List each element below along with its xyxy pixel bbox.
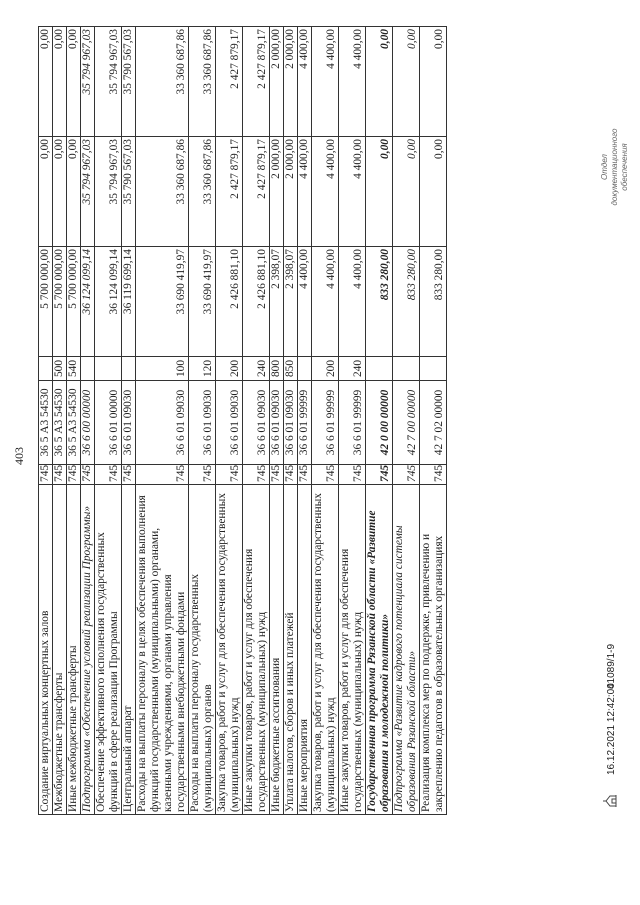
row-value-2: 35 790 567,03: [122, 137, 136, 247]
row-name: Иные закупки товаров, работ и услуг для обеспечения государственных (муниципальных) нужд: [243, 485, 270, 815]
row-grbs: 745: [122, 465, 136, 485]
row-csr: 36 6 01 00000: [95, 381, 122, 465]
row-grbs: 745: [95, 465, 122, 485]
row-csr: 36 6 01 09030: [136, 381, 189, 465]
row-name: Расходы на выплаты персоналу государственных (муниципальных) органов: [189, 485, 216, 815]
row-grbs: 745: [39, 465, 53, 485]
row-vr: 500: [53, 357, 67, 381]
row-value-1: 2 426 881,10: [243, 247, 270, 357]
table-row: [67, 27, 81, 815]
row-csr: 36 6 01 99999: [298, 381, 312, 465]
emblem-icon: [602, 793, 618, 809]
row-value-3: 2 427 879,17: [243, 27, 270, 137]
row-csr: 36 6 01 99999: [312, 381, 339, 465]
row-name: Государственная программа Рязанской области «Развитие образования и молодежной политики»: [366, 485, 393, 815]
row-value-2: 33 360 687,86: [189, 137, 216, 247]
row-value-2: 4 400,00: [339, 137, 366, 247]
row-value-1: 36 124 099,14: [95, 247, 122, 357]
row-vr: [95, 357, 122, 381]
row-csr: 36 6 01 09030: [270, 381, 284, 465]
row-vr: [81, 357, 95, 381]
table-row: [420, 27, 447, 815]
row-name: Расходы на выплаты персоналу в целях обеспечения выполнения функций государственными (муниципальными) органами, казенными учреждениями, органами управления государственными внебюджетными фондами: [136, 485, 189, 815]
row-value-2: 2 427 879,17: [243, 137, 270, 247]
row-value-1: 4 400,00: [339, 247, 366, 357]
row-grbs: 745: [393, 465, 420, 485]
row-name: Иные межбюджетные трансферты: [67, 485, 81, 815]
row-value-1: 4 400,00: [312, 247, 339, 357]
table-row: [298, 27, 312, 815]
row-csr: 42 0 00 00000: [366, 381, 393, 465]
row-value-1: 33 690 419,97: [136, 247, 189, 357]
row-grbs: 745: [53, 465, 67, 485]
row-vr: [122, 357, 136, 381]
row-grbs: 745: [136, 465, 189, 485]
table-row: [216, 27, 243, 815]
footer: [600, 9, 629, 809]
row-vr: 100: [136, 357, 189, 381]
table-row: [122, 27, 136, 815]
row-value-3: 33 360 687,86: [136, 27, 189, 137]
row-grbs: 745: [81, 465, 95, 485]
row-value-3: 35 790 567,03: [122, 27, 136, 137]
row-name: Реализация комплекса мер по поддержке, привлечению и закреплению педагогов в образовательных организациях: [420, 485, 447, 815]
row-grbs: 745: [243, 465, 270, 485]
footer-datetime: 16.12.2021 12:42:00: [606, 683, 617, 775]
table-row: [339, 27, 366, 815]
row-value-1: 36 119 699,14: [122, 247, 136, 357]
row-value-3: 2 000,00: [284, 27, 298, 137]
budget-table: [38, 26, 447, 815]
row-vr: 200: [312, 357, 339, 381]
row-csr: 36 5 А3 54530: [39, 381, 53, 465]
row-grbs: 745: [189, 465, 216, 485]
row-value-2: 35 794 967,03: [81, 137, 95, 247]
row-name: Иные закупки товаров, работ и услуг для обеспечения государственных (муниципальных) нужд: [339, 485, 366, 815]
row-csr: 36 6 01 09030: [216, 381, 243, 465]
row-value-2: 4 400,00: [312, 137, 339, 247]
row-grbs: 745: [298, 465, 312, 485]
row-value-3: 35 794 967,03: [95, 27, 122, 137]
row-grbs: 745: [216, 465, 243, 485]
row-value-3: 4 400,00: [312, 27, 339, 137]
row-value-1: 5 700 000,00: [53, 247, 67, 357]
row-grbs: 745: [67, 465, 81, 485]
row-value-3: 4 400,00: [298, 27, 312, 137]
row-vr: 240: [339, 357, 366, 381]
row-value-1: 833 280,00: [420, 247, 447, 357]
row-name: Подпрограмма «Обеспечение условий реализации Программы»: [81, 485, 95, 815]
table-row: [312, 27, 339, 815]
row-name: Центральный аппарат: [122, 485, 136, 815]
row-value-2: 2 000,00: [284, 137, 298, 247]
row-csr: 36 6 01 09030: [284, 381, 298, 465]
row-value-3: 0,00: [420, 27, 447, 137]
row-value-3: 33 360 687,86: [189, 27, 216, 137]
stamp: Отдел документационного обеспечения: [600, 128, 629, 206]
row-grbs: 745: [284, 465, 298, 485]
footer-doc-id: 41089/1-9: [606, 643, 617, 689]
row-value-1: 4 400,00: [298, 247, 312, 357]
row-vr: [298, 357, 312, 381]
row-name: Создание виртуальных концертных залов: [39, 485, 53, 815]
row-value-1: 2 426 881,10: [216, 247, 243, 357]
row-value-2: 2 427 879,17: [216, 137, 243, 247]
row-value-1: 833 280,00: [393, 247, 420, 357]
page-number: 403: [12, 447, 26, 465]
row-value-1: 36 124 099,14: [81, 247, 95, 357]
row-value-3: 0,00: [67, 27, 81, 137]
row-csr: 36 6 01 09030: [122, 381, 136, 465]
row-vr: 800: [270, 357, 284, 381]
table-body: [39, 27, 447, 815]
table-row: [53, 27, 67, 815]
table-row: [81, 27, 95, 815]
row-value-2: 33 360 687,86: [136, 137, 189, 247]
row-vr: 240: [243, 357, 270, 381]
row-csr: 36 5 А3 54530: [53, 381, 67, 465]
row-value-3: 0,00: [393, 27, 420, 137]
table-row: [270, 27, 284, 815]
row-vr: [366, 357, 393, 381]
row-vr: [393, 357, 420, 381]
row-vr: [420, 357, 447, 381]
row-value-2: 0,00: [393, 137, 420, 247]
row-value-3: 2 427 879,17: [216, 27, 243, 137]
row-value-1: 33 690 419,97: [189, 247, 216, 357]
table-row: [366, 27, 393, 815]
row-value-1: 5 700 000,00: [39, 247, 53, 357]
row-value-1: 5 700 000,00: [67, 247, 81, 357]
row-name: Иные мероприятия: [298, 485, 312, 815]
row-value-1: 2 398,07: [270, 247, 284, 357]
row-value-1: 2 398,07: [284, 247, 298, 357]
row-grbs: 745: [339, 465, 366, 485]
row-name: Уплата налогов, сборов и иных платежей: [284, 485, 298, 815]
row-csr: 36 6 01 99999: [339, 381, 366, 465]
row-vr: 200: [216, 357, 243, 381]
row-value-2: 0,00: [39, 137, 53, 247]
row-grbs: 745: [270, 465, 284, 485]
row-value-2: 2 000,00: [270, 137, 284, 247]
row-csr: 36 6 00 00000: [81, 381, 95, 465]
row-value-2: 0,00: [67, 137, 81, 247]
row-name: Обеспечение эффективного исполнения государственных функций в сфере реализации Программы: [95, 485, 122, 815]
row-value-3: 0,00: [366, 27, 393, 137]
row-vr: 120: [189, 357, 216, 381]
row-grbs: 745: [366, 465, 393, 485]
table-row: [39, 27, 53, 815]
row-csr: 36 5 А3 54530: [67, 381, 81, 465]
row-value-1: 833 280,00: [366, 247, 393, 357]
row-value-2: 0,00: [366, 137, 393, 247]
row-value-2: 0,00: [53, 137, 67, 247]
table-row: [95, 27, 122, 815]
row-csr: 42 7 02 00000: [420, 381, 447, 465]
row-vr: 540: [67, 357, 81, 381]
row-name: Межбюджетные трансферты: [53, 485, 67, 815]
row-grbs: 745: [420, 465, 447, 485]
row-grbs: 745: [312, 465, 339, 485]
row-name: Закупка товаров, работ и услуг для обеспечения государственных (муниципальных) нужд: [312, 485, 339, 815]
row-value-3: 0,00: [39, 27, 53, 137]
table-row: [243, 27, 270, 815]
table-row: [136, 27, 189, 815]
row-csr: 42 7 00 00000: [393, 381, 420, 465]
table-row: [284, 27, 298, 815]
table-row: [189, 27, 216, 815]
row-value-2: 0,00: [420, 137, 447, 247]
row-name: Закупка товаров, работ и услуг для обеспечения государственных (муниципальных) нужд: [216, 485, 243, 815]
row-value-2: 35 794 967,03: [95, 137, 122, 247]
table-row: [393, 27, 420, 815]
row-value-3: 2 000,00: [270, 27, 284, 137]
row-name: Подпрограмма «Развитие кадрового потенциала системы образования Рязанской области»: [393, 485, 420, 815]
row-csr: 36 6 01 09030: [189, 381, 216, 465]
row-value-3: 35 794 967,03: [81, 27, 95, 137]
row-vr: [39, 357, 53, 381]
row-name: Иные бюджетные ассигнования: [270, 485, 284, 815]
row-vr: 850: [284, 357, 298, 381]
row-value-3: 0,00: [53, 27, 67, 137]
row-value-3: 4 400,00: [339, 27, 366, 137]
row-value-2: 4 400,00: [298, 137, 312, 247]
row-csr: 36 6 01 09030: [243, 381, 270, 465]
